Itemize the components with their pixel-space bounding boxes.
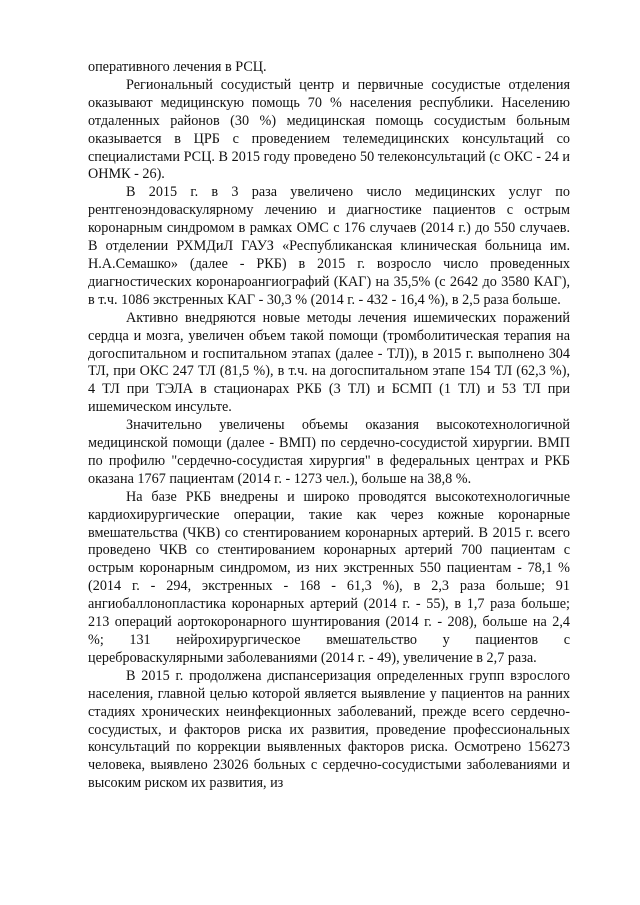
paragraph: В 2015 г. в 3 раза увеличено число медицинских услуг по рентгеноэндоваскулярному лечению и диагностике пациентов с острым коронарным синдромом в рамках ОМС с 176 случаев (2014 г.) до 550 случаев. В отделении РХМДиЛ ГАУЗ «Республиканская клиническая больница им. Н.А.Семашко» (далее - РКБ) в 2015 г. возросло число проведенных диагностических коронароангиографий (КАГ) на 35,5% (с 2642 до 3580 КАГ), в т.ч. 1086 экстренных КАГ - 30,3 % (2014 г. - 432 - 16,4 %), в 2,5 раза больше. <box>88 184 570 308</box>
paragraph: На базе РКБ внедрены и широко проводятся высокотехнологичные кардиохирургические операции, такие как через кожные коронарные вмешательства (ЧКВ) со стентированием коронарных артерий. В 2015 г. всего проведено ЧКВ со стентированием коронарных артерий 700 пациентам с острым коронарным синдромом, из них экстренных 550 пациентам - 78,1 % (2014 г. - 294, экстренных - 168 - 61,3 %), в 2,3 раза больше; 91 ангиобаллонопластика коронарных артерий (2014 г. - 55), в 1,7 раза больше; 213 операций аортокоронарного шунтирования (2014 г. - 208), больше на 2,4 %; 131 нейрохирургическое вмешательство у пациентов с цереброваскулярными заболеваниями (2014 г. - 49), увеличение в 2,7 раза. <box>88 488 570 666</box>
paragraph: оперативного лечения в РСЦ. <box>88 59 267 75</box>
paragraph: Региональный сосудистый центр и первичные сосудистые отделения оказывают медицинскую помощь 70 % населения республики. Населению отдаленных районов (30 %) медицинская помощь сосудистым больным оказывается в ЦРБ с проведением телемедицинских консультаций со специалистами РСЦ. В 2015 году проведено 50 телеконсультаций (с ОКС - 24 и ОНМК - 26). <box>88 76 570 183</box>
paragraph: Активно внедряются новые методы лечения ишемических поражений сердца и мозга, увеличен объем такой помощи (тромболитическая терапия на догоспитальном и госпитальном этапах (далее - ТЛ)), в 2015 г. выполнено 304 ТЛ, при ОКС 247 ТЛ (81,5 %), в т.ч. на догоспитальном этапе 154 ТЛ (62,3 %), 4 ТЛ при ТЭЛА в стационарах РКБ (3 ТЛ) и БСМП (1 ТЛ) и 53 ТЛ при ишемическом инсульте. <box>88 309 570 416</box>
document-body <box>88 59 570 793</box>
paragraph: В 2015 г. продолжена диспансеризация определенных групп взрослого населения, главной целью которой является выявление у пациентов на ранних стадиях хронических неинфекционных заболеваний, прежде всего сердечно-сосудистых, и факторов риска их развития, проведение профессиональных консультаций по коррекции выявленных факторов риска. Осмотрено 156273 человека, выявлено 23026 больных с сердечно-сосудистыми заболеваниями и высоким риском их развития, из <box>88 667 570 792</box>
paragraph: Значительно увеличены объемы оказания высокотехнологичной медицинской помощи (далее - ВМП) по сердечно-сосудистой хирургии. ВМП по профилю "сердечно-сосудистая хирургия" в федеральных центрах и РКБ оказана 1767 пациентам (2014 г. - 1273 чел.), больше на 38,8 %. <box>88 417 570 487</box>
